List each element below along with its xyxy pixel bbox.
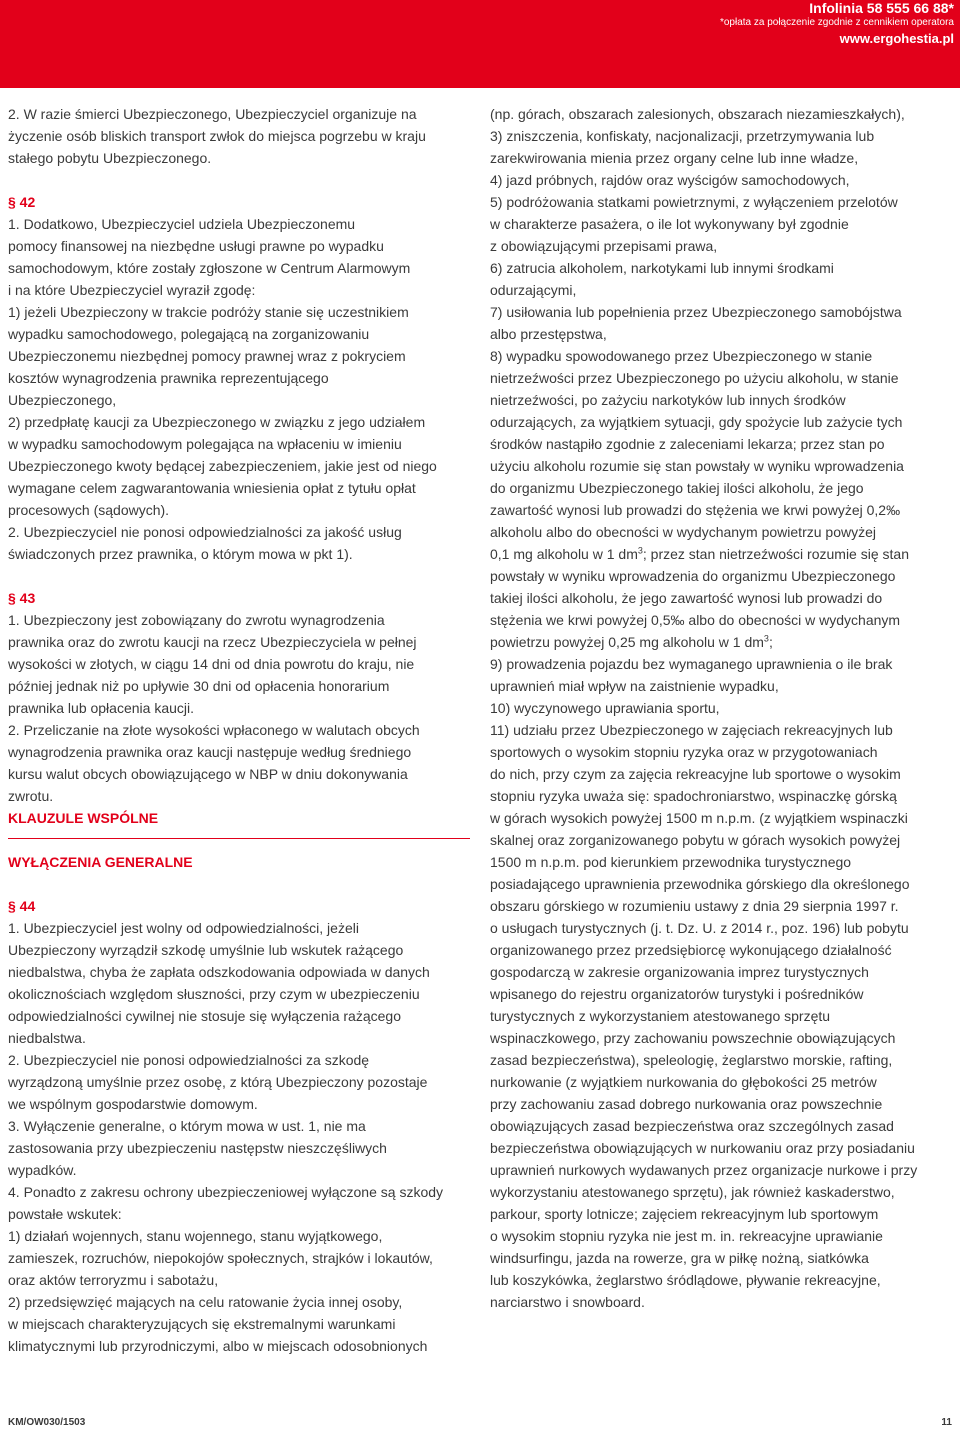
- superscript-3: 3: [763, 633, 769, 644]
- paragraph-item-4: 4) jazd próbnych, rajdów oraz wyścigów samochodowych,: [490, 172, 850, 188]
- item-8-text-b: ; przez stan nietrzeźwości rozumie się stan powstały w wyniku wprowadzenia do organizmu Ubezpieczonego takiej ilości alkoholu, że jego zawartość wynosi lub prowadzi do stężenia we krwi powyżej 0,5‰ albo do obecności w wydychanym powietrzu powyżej 0,25 mg alkoholu w 1 dm: [490, 546, 909, 650]
- paragraph-continuation: (np. górach, obszarach zalesionych, obszarach niezamieszkałych),: [490, 106, 905, 122]
- item-8-text-c: ;: [768, 634, 773, 650]
- right-column: [490, 103, 954, 1313]
- paragraph-item-6: 6) zatrucia alkoholem, narkotykami lub innymi środkami odurzającymi,: [490, 260, 834, 298]
- paragraph-41-2: 2. W razie śmierci Ubezpieczonego, Ubezpieczyciel organizuje na życzenie osób bliskich transport zwłok do miejsca pogrzebu w kraju stałego pobytu Ubezpieczonego.: [8, 106, 426, 166]
- document-code: KM/OW030/1503: [8, 1417, 86, 1428]
- paragraph-42-1: 1. Dodatkowo, Ubezpieczyciel udziela Ubezpieczonemu pomocy finansowej na niezbędne usługi prawne po wypadku samochodowym, które zostały zgłoszone w Centrum Alarmowym i na które Ubezpieczyciel wyraził zgodę:: [8, 216, 411, 298]
- hotline-box: [720, 0, 954, 48]
- section-divider: [8, 838, 470, 839]
- website-link[interactable]: www.ergohestia.pl: [839, 31, 954, 46]
- paragraph-44-3: 3. Wyłączenie generalne, o którym mowa w ust. 1, nie ma zastosowania przy ubezpieczeniu następstw nieszczęśliwych wypadków.: [8, 1118, 387, 1178]
- paragraph-43-1: 1. Ubezpieczony jest zobowiązany do zwrotu wynagrodzenia prawnika oraz do zwrotu kaucji na rzecz Ubezpieczyciela w pełnej wysokości w złotych, w ciągu 14 dni od dnia powrotu do kraju, nie później jednak niż po upływie 30 dni od opłacenia honorarium prawnika lub opłacenia kaucji.: [8, 612, 417, 716]
- superscript-3: 3: [637, 545, 643, 556]
- section-42-heading: § 42: [8, 194, 36, 210]
- paragraph-44-4-1: 1) działań wojennych, stanu wojennego, stanu wyjątkowego, zamieszek, rozruchów, niepokojów społecznych, strajków i lokautów, oraz aktów terroryzmu i sabotażu,: [8, 1228, 433, 1288]
- paragraph-item-9: 9) prowadzenia pojazdu bez wymaganego uprawnienia o ile brak uprawnień miał wpływ na zaistnienie wypadku,: [490, 656, 893, 694]
- wylaczenia-generalne-heading: WYŁĄCZENIA GENERALNE: [8, 854, 193, 870]
- paragraph-item-5: 5) podróżowania statkami powietrznymi, z wyłączeniem przelotów w charakterze pasażera, o ile lot wykonywany był zgodnie z obowiązującymi przepisami prawa,: [490, 194, 898, 254]
- paragraph-item-7: 7) usiłowania lub popełnienia przez Ubezpieczonego samobójstwa albo przestępstwa,: [490, 304, 902, 342]
- paragraph-42-2: 2. Ubezpieczyciel nie ponosi odpowiedzialności za jakość usług świadczonych przez prawnika, o którym mowa w pkt 1).: [8, 524, 402, 562]
- page-number: 11: [941, 1417, 952, 1428]
- left-column: [8, 103, 470, 1357]
- paragraph-42-1-1: 1) jeżeli Ubezpieczony w trakcie podróży stanie się uczestnikiem wypadku samochodowego, polegającą na zorganizowaniu Ubezpieczonemu niezbędnej pomocy prawnej wraz z pokryciem kosztów wynagrodzenia prawnika reprezentującego Ubezpieczonego,: [8, 304, 409, 408]
- hotline-title: Infolinia 58 555 66 88*: [809, 0, 954, 16]
- paragraph-item-3: 3) zniszczenia, konfiskaty, nacjonalizacji, przetrzymywania lub zarekwirowania mienia przez organy celne lub inne władze,: [490, 128, 875, 166]
- paragraph-item-10: 10) wyczynowego uprawiania sportu,: [490, 700, 720, 716]
- section-43-heading: § 43: [8, 590, 36, 606]
- paragraph-42-1-2: 2) przedpłatę kaucji za Ubezpieczonego w związku z jego udziałem w wypadku samochodowym polegająca na wpłaceniu w imieniu Ubezpieczonego kwoty będącej zabezpieczeniem, jakie jest od niego wymagane celem zagwarantowania wniesienia opłat z tytułu opłat procesowych (sądowych).: [8, 414, 437, 518]
- header-bar: [0, 0, 960, 88]
- item-8-text-a: 8) wypadku spowodowanego przez Ubezpieczonego w stanie nietrzeźwości przez Ubezpieczonego po użyciu alkoholu, w stanie nietrzeźwości, po zażyciu narkotyków lub innych środków odurzających, za wyjątkiem sytuacji, gdy spożycie lub zażycie tych środków nastąpiło zgodnie z zaleceniami lekarza; przez stan po użyciu alkoholu rozumie się stan powstały w wyniku wprowadzenia do organizmu Ubezpieczonego takiej ilości alkoholu, że jego zawartość wynosi lub prowadzi do stężenia we krwi powyżej 0,2‰ alkoholu albo do obecności w wydychanym powietrzu powyżej 0,1 mg alkoholu w 1 dm: [490, 348, 904, 562]
- paragraph-44-4-2: 2) przedsięwzięć mających na celu ratowanie życia innej osoby, w miejscach charakteryzujących się ekstremalnymi warunkami klimatycznymi lub przyrodniczymi, albo w miejscach odosobnionych: [8, 1294, 428, 1354]
- hotline-note: *opłata za połączenie zgodnie z cennikiem operatora: [719, 17, 954, 28]
- paragraph-item-8: [490, 345, 954, 653]
- klauzule-wspolne-heading: KLAUZULE WSPÓLNE: [8, 810, 159, 826]
- paragraph-44-4: 4. Ponadto z zakresu ochrony ubezpieczeniowej wyłączone są szkody powstałe wskutek:: [8, 1184, 444, 1222]
- paragraph-item-11: 11) udziału przez Ubezpieczonego w zajęciach rekreacyjnych lub sportowych o wysokim stopniu ryzyka oraz w przygotowaniach do nich, przy czym za zajęcia rekreacyjne lub sportowe o wysokim stopniu ryzyka uważa się: spadochroniarstwo, wspinaczkę górską w górach wysokich powyżej 1500 m n.p.m. (z wyjątkiem wspinaczki skalnej oraz zorganizowanego pobytu w górach wysokich powyżej 1500 m n.p.m. pod kierunkiem przewodnika turystycznego posiadającego uprawnienia przewodnika górskiego dla określonego obszaru górskiego w rozumieniu ustawy z dnia 29 sierpnia 1997 r. o usługach turystycznych (j. t. Dz. U. z 2014 r., poz. 196) lub pobytu organizowanego przez przedsiębiorcę wykonującego działalność gospodarczą w zakresie organizowania imprez turystycznych wpisanego do rejestru organizatorów turystyki i pośredników turystycznych z wykorzystaniem atestowanego sprzętu wspinaczkowego, przy zachowaniu powszechnie obowiązujących zasad bezpieczeństwa), speleologię, żeglarstwo morskie, rafting, nurkowanie (z wyjątkiem nurkowania do głębokości 25 metrów przy zachowaniu zasad dobrego nurkowania oraz powszechnie obowiązujących zasad bezpieczeństwa oraz szczególnych zasad bezpieczeństwa obowiązujących w nurkowaniu oraz przy posiadaniu uprawnień nurkowych wydawanych przez organizacje nurkowe i przy wykorzystaniu atestowanego sprzętu), jak również kaskaderstwo, parkour, sporty lotnicze; zajęciem rekreacyjnym lub sportowym o wysokim stopniu ryzyka nie jest m. in. rekreacyjne uprawianie windsurfingu, jazda na rowerze, gra w piłkę nożną, siatkówka lub koszykówka, żeglarstwo śródlądowe, pływanie rekreacyjne, narciarstwo i snowboard.: [490, 722, 918, 1310]
- paragraph-44-2: 2. Ubezpieczyciel nie ponosi odpowiedzialności za szkodę wyrządzoną umyślnie przez osobę, z którą Ubezpieczony pozostaje we wspólnym gospodarstwie domowym.: [8, 1052, 428, 1112]
- paragraph-43-2: 2. Przeliczanie na złote wysokości wpłaconego w walutach obcych wynagrodzenia prawnika oraz kaucji następuje według średniego kursu walut obcych obowiązującego w NBP w dniu dokonywania zwrotu.: [8, 722, 420, 804]
- section-44-heading: § 44: [8, 898, 36, 914]
- paragraph-44-1: 1. Ubezpieczyciel jest wolny od odpowiedzialności, jeżeli Ubezpieczony wyrządził szkodę umyślnie lub wskutek rażącego niedbalstwa, chyba że zapłata odszkodowania odpowiada w danych okolicznościach względom słuszności, przy czym w ubezpieczeniu odpowiedzialności cywilnej nie stosuje się wyłączenia rażącego niedbalstwa.: [8, 920, 430, 1046]
